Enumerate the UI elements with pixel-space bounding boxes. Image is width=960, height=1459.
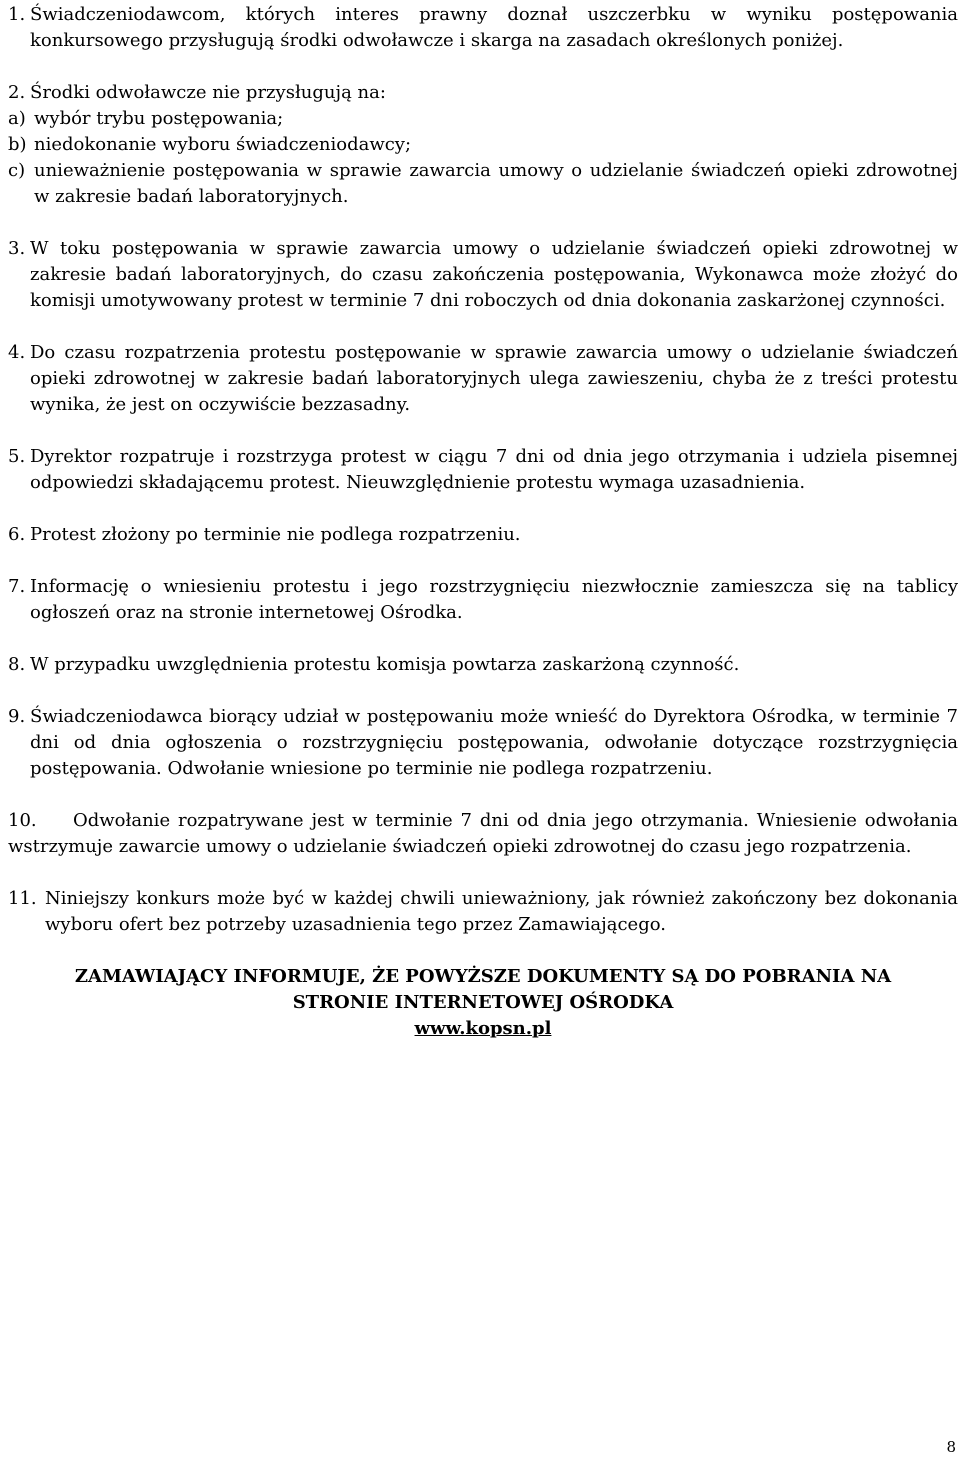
list-item	[8, 2, 958, 54]
item-text: Środki odwoławcze nie przysługują na:	[30, 82, 386, 103]
item-text: Informację o wniesieniu protestu i jego rozstrzygnięciu niezwłocznie zamieszcza się na tablicy ogłoszeń oraz na stronie internetowej Ośrodka.	[30, 576, 958, 623]
sub-item-text: wybór trybu postępowania;	[34, 108, 284, 129]
item-number: 5.	[8, 446, 26, 467]
item-text: W przypadku uwzględnienia protestu komisja powtarza zaskarżoną czynność.	[30, 654, 740, 675]
item-number: 4.	[8, 342, 26, 363]
item-body	[8, 80, 958, 210]
notice-line-2: STRONIE INTERNETOWEJ OŚRODKA	[292, 992, 674, 1013]
sub-item-letter: b)	[8, 134, 27, 155]
item-number: 10.	[8, 810, 37, 831]
item-text: Do czasu rozpatrzenia protestu postępowanie w sprawie zawarcia umowy o udzielanie świadczeń opieki zdrowotnej w zakresie badań laboratoryjnych ulega zawieszeniu, chyba że z treści protestu wynika, że jest on oczywiście bezzasadny.	[30, 342, 958, 415]
item-number: 9.	[8, 706, 26, 727]
item-text: Protest złożony po terminie nie podlega rozpatrzeniu.	[30, 524, 521, 545]
list-item	[8, 652, 958, 678]
item-text: Świadczeniodawcom, których interes prawny doznał uszczerbku w wyniku postępowania konkursowego przysługują środki odwoławcze i skarga na zasadach określonych poniżej.	[30, 4, 958, 51]
item-text: Świadczeniodawca biorący udział w postępowaniu może wnieść do Dyrektora Ośrodka, w terminie 7 dni od dnia ogłoszenia o rozstrzygnięciu postępowania, odwołanie dotyczące rozstrzygnięcia postępowania. Odwołanie wniesione po terminie nie podlega rozpatrzeniu.	[30, 706, 958, 779]
item-number: 6.	[8, 524, 26, 545]
list-item	[8, 704, 958, 782]
sub-item	[8, 132, 958, 158]
sub-item-text: unieważnienie postępowania w sprawie zawarcia umowy o udzielanie świadczeń opieki zdrowotnej w zakresie badań laboratoryjnych.	[34, 160, 958, 207]
item-number: 11.	[8, 888, 37, 909]
list-item	[8, 340, 958, 418]
download-notice	[8, 964, 958, 1042]
item-number: 2.	[8, 82, 26, 103]
item-text: Dyrektor rozpatruje i rozstrzyga protest w ciągu 7 dni od dnia jego otrzymania i udziela pisemnej odpowiedzi składającemu protest. Nieuwzględnienie protestu wymaga uzasadnienia.	[30, 446, 958, 493]
notice-line-1: ZAMAWIAJĄCY INFORMUJE, ŻE POWYŻSZE DOKUMENTY SĄ DO POBRANIA NA	[74, 966, 892, 987]
item-text: W toku postępowania w sprawie zawarcia umowy o udzielanie świadczeń opieki zdrowotnej w zakresie badań laboratoryjnych, do czasu zakończenia postępowania, Wykonawca może złożyć do komisji umotywowany protest w terminie 7 dni roboczych od dnia dokonania zaskarżonej czynności.	[30, 238, 958, 311]
list-item	[8, 522, 958, 548]
item-number: 3.	[8, 238, 26, 259]
sub-item-letter: a)	[8, 108, 26, 129]
list-item	[8, 808, 958, 860]
list-item	[8, 236, 958, 314]
sub-item	[8, 106, 958, 132]
list-item	[8, 574, 958, 626]
list-item	[8, 886, 958, 938]
page-number: 8	[946, 1438, 956, 1456]
item-number: 7.	[8, 576, 26, 597]
sub-item-letter: c)	[8, 160, 26, 181]
sub-item-text: niedokonanie wyboru świadczeniodawcy;	[34, 134, 412, 155]
list-item	[8, 80, 958, 210]
item-number: 8.	[8, 654, 26, 675]
sub-item	[8, 158, 958, 210]
website-link[interactable]: www.kopsn.pl	[414, 1018, 552, 1039]
item-text: Niniejszy konkurs może być w każdej chwili unieważniony, jak również zakończony bez dokonania wyboru ofert bez potrzeby uzasadnienia tego przez Zamawiającego.	[45, 888, 958, 935]
list-item	[8, 444, 958, 496]
item-text: Odwołanie rozpatrywane jest w terminie 7 dni od dnia jego otrzymania. Wniesienie odwołania wstrzymuje zawarcie umowy o udzielanie świadczeń opieki zdrowotnej do czasu jego rozpatrzenia.	[8, 810, 958, 857]
document-page	[8, 2, 958, 1042]
item-number: 1.	[8, 4, 26, 25]
